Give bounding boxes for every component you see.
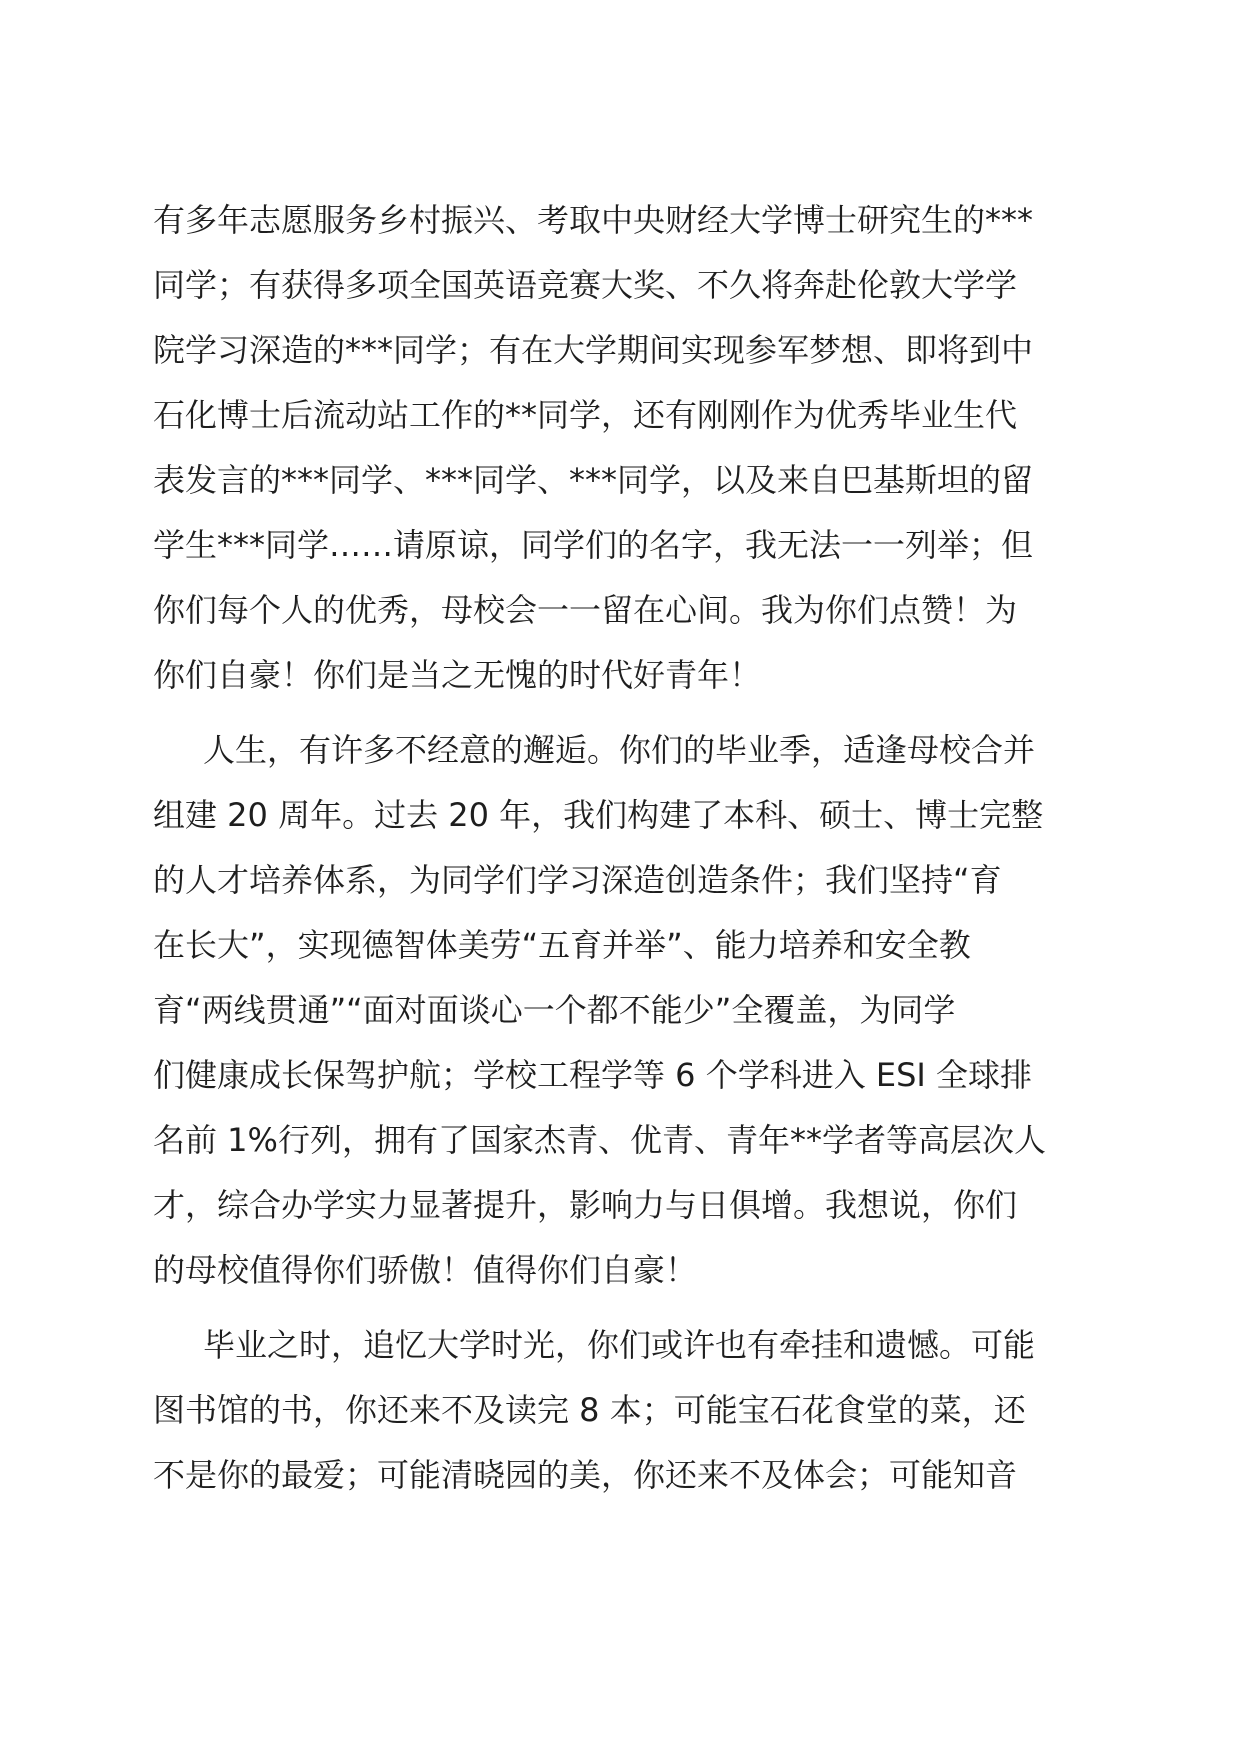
paragraph-line: 你们每个人的优秀，母校会一一留在心间。我为你们点赞！为	[153, 591, 1018, 629]
paragraph-line: 的母校值得你们骄傲！值得你们自豪！	[153, 1251, 698, 1289]
paragraph-line: 名前 1%行列，拥有了国家杰青、优青、青年**学者等高层次人	[153, 1121, 1046, 1159]
paragraph-line: 有多年志愿服务乡村振兴、考取中央财经大学博士研究生的***	[153, 201, 1034, 239]
paragraph-line: 的人才培养体系，为同学们学习深造创造条件；我们坚持“育	[153, 861, 1002, 899]
paragraph-line: 不是你的最爱；可能清晓园的美，你还来不及体会；可能知音	[153, 1456, 1018, 1494]
paragraph-line: 育“两线贯通”“面对面谈心一个都不能少”全覆盖，为同学	[153, 991, 956, 1029]
paragraph-line: 才，综合办学实力显著提升，影响力与日俱增。我想说，你们	[153, 1186, 1018, 1224]
paragraph-line: 人生，有许多不经意的邂逅。你们的毕业季，适逢母校合并	[203, 731, 1036, 769]
paragraph-line: 学生***同学……请原谅，同学们的名字，我无法一一列举；但	[153, 526, 1034, 564]
paragraph-line: 们健康成长保驾护航；学校工程学等 6 个学科进入 ESI 全球排	[153, 1056, 1033, 1094]
paragraph-line: 在长大”，实现德智体美劳“五育并举”、能力培养和安全教	[153, 926, 971, 964]
paragraph-line: 同学；有获得多项全国英语竞赛大奖、不久将奔赴伦敦大学学	[153, 266, 1018, 304]
document-body	[153, 188, 1088, 1518]
paragraph-line: 石化博士后流动站工作的**同学，还有刚刚作为优秀毕业生代	[153, 396, 1018, 434]
paragraph-line: 图书馆的书，你还来不及读完 8 本；可能宝石花食堂的菜，还	[153, 1391, 1026, 1429]
paragraph-line: 表发言的***同学、***同学、***同学，以及来自巴基斯坦的留	[153, 461, 1034, 499]
paragraph-line: 院学习深造的***同学；有在大学期间实现参军梦想、即将到中	[153, 331, 1034, 369]
paragraph-line: 毕业之时，追忆大学时光，你们或许也有牵挂和遗憾。可能	[203, 1326, 1036, 1364]
paragraph-2	[153, 718, 1088, 1303]
paragraph-line: 你们自豪！你们是当之无愧的时代好青年！	[153, 656, 762, 694]
paragraph-line: 组建 20 周年。过去 20 年，我们构建了本科、硕士、博士完整	[153, 796, 1044, 834]
paragraph-1	[153, 188, 1088, 708]
paragraph-3	[153, 1313, 1088, 1508]
